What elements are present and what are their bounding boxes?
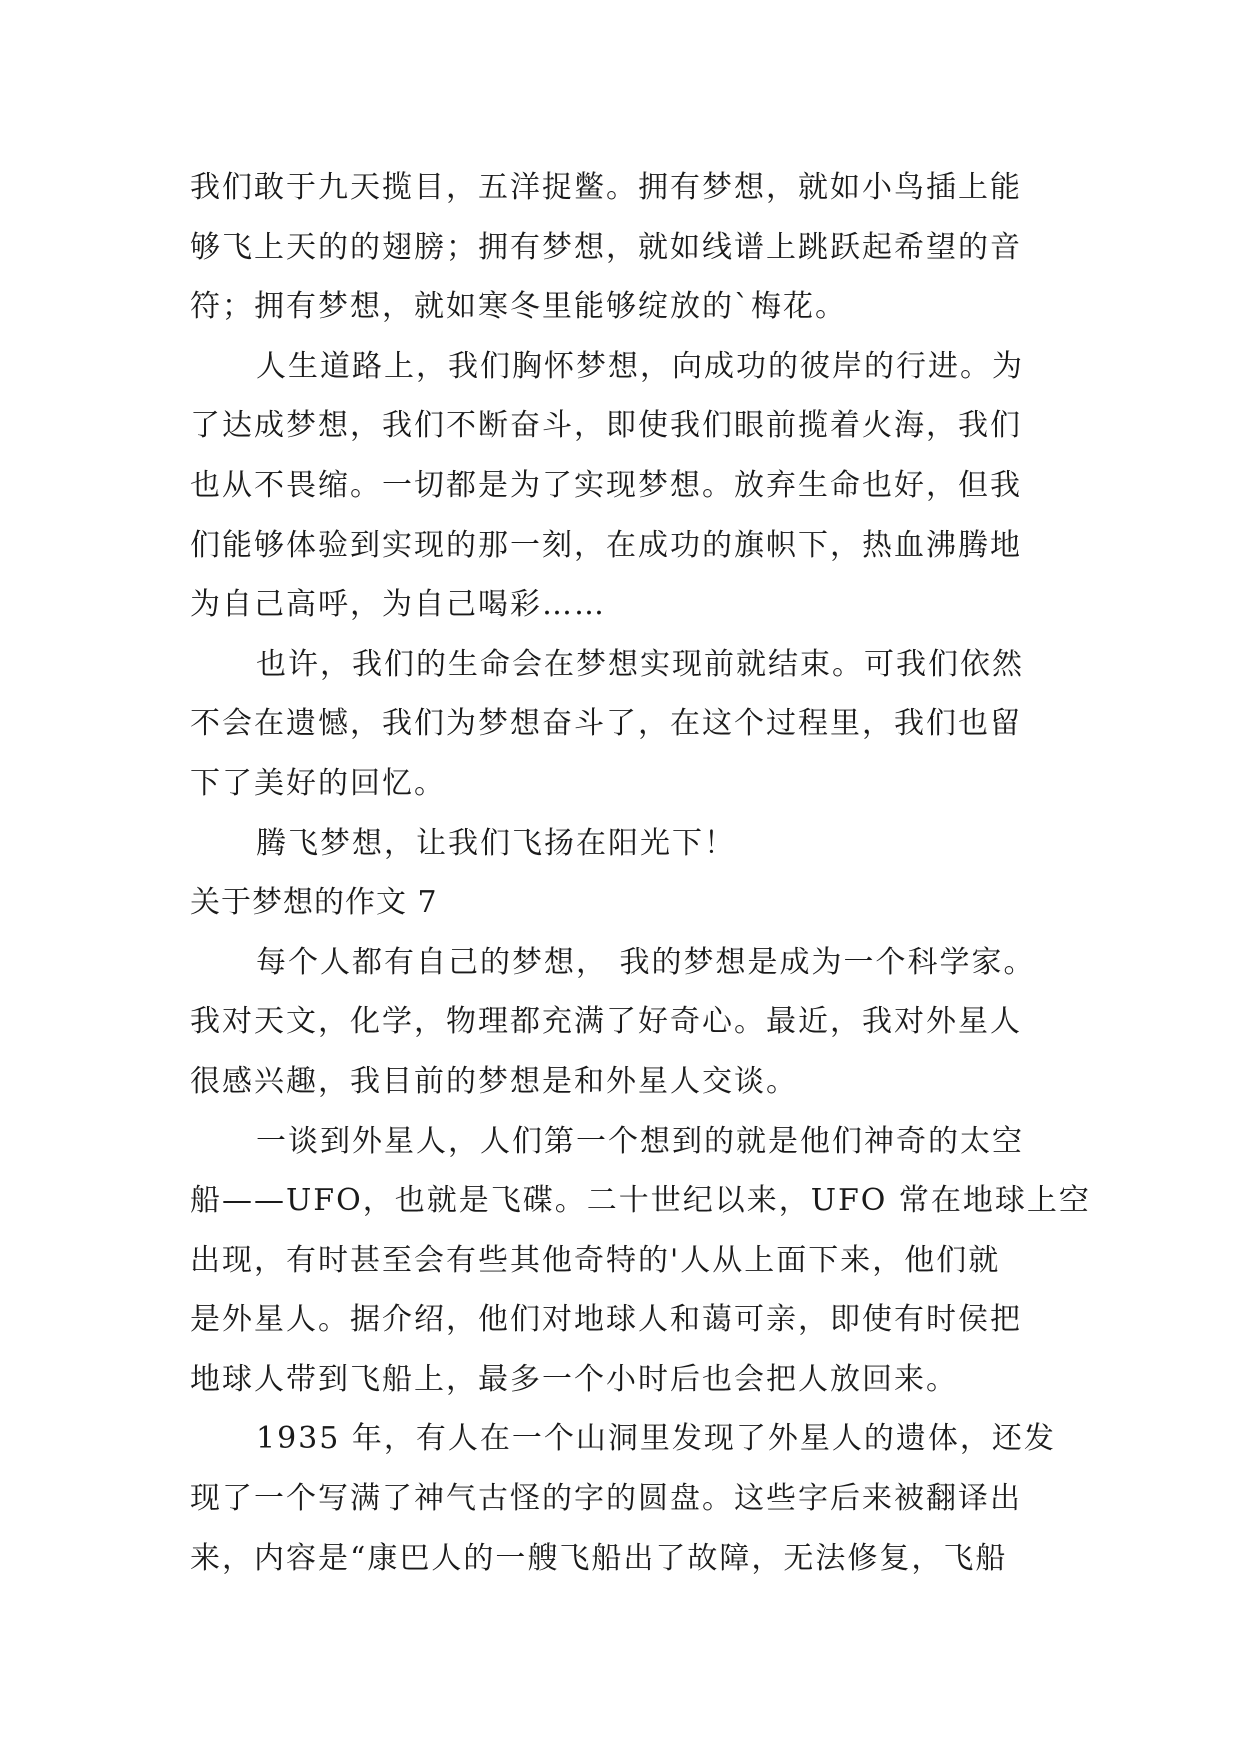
text-line: 也从不畏缩。一切都是为了实现梦想。放弃生命也好，但我 <box>190 467 1022 503</box>
text-line: 出现，有时甚至会有些其他奇特的'人从上面下来，他们就 <box>190 1242 1001 1278</box>
paragraph-first-line: 腾飞梦想，让我们飞扬在阳光下！ <box>256 825 736 861</box>
text-line: 我们敢于九天揽目，五洋捉鳖。拥有梦想，就如小鸟插上能 <box>190 170 1022 205</box>
text-line: 是外星人。据介绍，他们对地球人和蔼可亲，即使有时侯把 <box>190 1302 1022 1338</box>
text-line: 船——UFO，也就是飞碟。二十世纪以来，UFO 常在地球上空 <box>190 1183 1091 1219</box>
paragraph-first-line: 也许，我们的生命会在梦想实现前就结束。可我们依然 <box>256 646 1024 682</box>
text-line: 现了一个写满了神气古怪的字的圆盘。这些字后来被翻译出 <box>190 1481 1022 1517</box>
paragraph-first-line: 一谈到外星人，人们第一个想到的就是他们神奇的太空 <box>256 1123 1024 1159</box>
paragraph-first-line: 1935 年，有人在一个山洞里发现了外星人的遗体，还发 <box>256 1421 1056 1457</box>
text-line: 们能够体验到实现的那一刻，在成功的旗帜下，热血沸腾地 <box>190 527 1022 563</box>
text-line: 很感兴趣，我目前的梦想是和外星人交谈。 <box>190 1063 798 1099</box>
paragraph-first-line: 人生道路上，我们胸怀梦想，向成功的彼岸的行进。为 <box>256 348 1024 384</box>
text-line: 为自己高呼，为自己喝彩…… <box>190 587 606 623</box>
text-line: 地球人带到飞船上，最多一个小时后也会把人放回来。 <box>190 1361 958 1397</box>
section-heading: 关于梦想的作文 7 <box>190 885 438 921</box>
text-line: 符；拥有梦想，就如寒冬里能够绽放的`梅花。 <box>190 289 847 325</box>
text-line: 我对天文，化学，物理都充满了好奇心。最近，我对外星人 <box>190 1004 1022 1040</box>
text-line: 下了美好的回忆。 <box>190 765 446 801</box>
text-line: 来，内容是“康巴人的一艘飞船出了故障，无法修复，飞船 <box>190 1540 1008 1576</box>
text-line: 了达成梦想，我们不断奋斗，即使我们眼前揽着火海，我们 <box>190 408 1022 444</box>
essay-body <box>190 158 1091 1588</box>
text-line: 够飞上天的的翅膀；拥有梦想，就如线谱上跳跃起希望的音 <box>190 229 1022 265</box>
text-line: 不会在遗憾，我们为梦想奋斗了，在这个过程里，我们也留 <box>190 706 1022 742</box>
paragraph-first-line: 每个人都有自己的梦想， 我的梦想是成为一个科学家。 <box>256 944 1036 980</box>
